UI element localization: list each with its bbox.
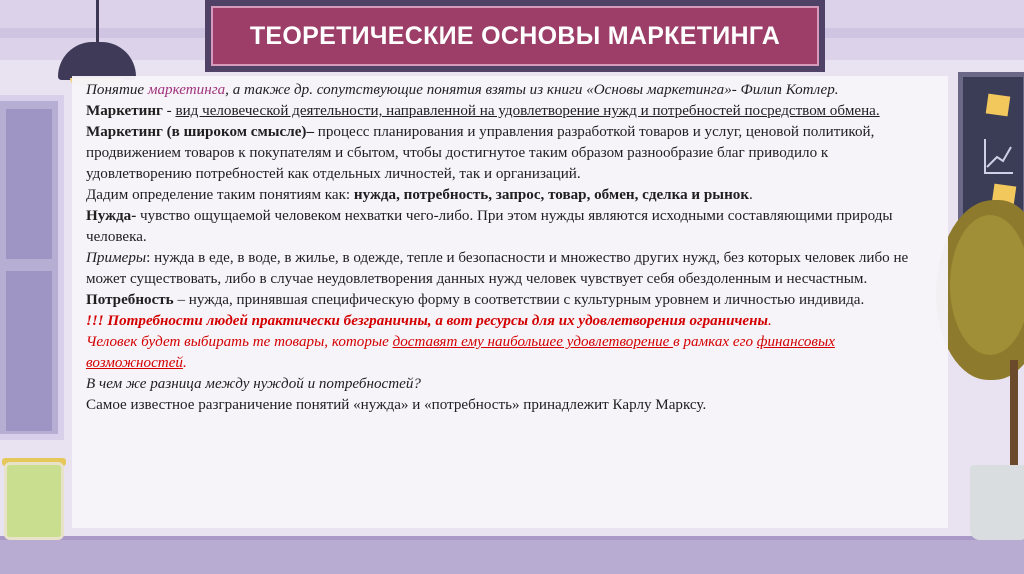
text-fragment: .	[182, 355, 187, 371]
paragraph-terms-list	[86, 185, 932, 206]
content-text	[86, 80, 932, 416]
text-fragment: -	[162, 103, 176, 119]
term-want: Потребность	[86, 292, 174, 308]
text-fragment: Дадим определение таким понятиям как:	[86, 187, 354, 203]
examples-text: : нужда в еде, в воде, в жилье, в одежде, тепле и безопасности и множество других нужд, без которых человек либо не может существовать, либо в случае неудовлетворения данных нужд человек чувствует себя обездоленным и несчастным.	[86, 250, 909, 287]
term-marketing-broad: Маркетинг (в широком смысле)	[86, 124, 307, 140]
underlined-financial: финансовых возможностей	[86, 334, 835, 371]
jar-icon	[4, 462, 64, 540]
paragraph-marketing-broad	[86, 122, 932, 185]
text-fragment: .	[767, 313, 772, 329]
paragraph-want	[86, 290, 932, 311]
paragraph-warning	[86, 311, 932, 332]
sticky-note-icon	[986, 94, 1011, 117]
paragraph-choice	[86, 332, 932, 374]
term-need: Нужда-	[86, 208, 137, 224]
paragraph-marketing-def	[86, 101, 932, 122]
plant-pot-icon	[970, 465, 1024, 540]
highlight-marketing: маркетинга	[147, 82, 226, 98]
examples-label: Примеры	[86, 250, 147, 266]
paragraph-examples	[86, 248, 932, 290]
paragraph-marx: Самое известное разграничение понятий «нужда» и «потребность» принадлежит Карлу Марксу.	[86, 397, 707, 413]
title-banner	[205, 0, 825, 72]
tree-trunk	[1010, 360, 1018, 480]
paragraph-source	[86, 80, 932, 101]
floor	[0, 540, 1024, 574]
text-fragment: –	[306, 124, 318, 140]
tree-highlight	[950, 215, 1024, 355]
definition-want: – нужда, принявшая специфическую форму в соответствии с культурным уровнем и личностью индивида.	[173, 292, 865, 308]
graph-sketch-icon	[981, 137, 1015, 177]
definition-marketing: вид человеческой деятельности, направленной на удовлетворение нужд и потребностей посредством обмена.	[175, 103, 880, 119]
text-fragment: Понятие	[86, 82, 148, 98]
text-fragment: в рамках его	[673, 334, 757, 350]
definition-marketing-broad: процесс планирования и управления разработкой товаров и услуг, ценовой политикой, продвижением товаров к покупателям и сбытом, чтобы достигнутое таким образом разнообразие благ приводило к удовлетворению потребностей как отдельных личностей, так и организаций.	[86, 124, 875, 182]
title-inner	[211, 6, 819, 66]
term-marketing: Маркетинг	[86, 103, 163, 119]
content-panel	[72, 76, 948, 528]
lamp-cord	[96, 0, 99, 44]
text-fragment: .	[749, 187, 753, 203]
text-fragment: Человек будет выбирать те товары, которые	[86, 334, 393, 350]
paragraph-question: В чем же разница между нуждой и потребностей?	[86, 376, 421, 392]
underlined-satisfaction: доставят ему наибольшее удовлетворение	[392, 334, 674, 350]
text-fragment: , а также др. сопутствующие понятия взяты из книги «Основы маркетинга»- Филип Котлер.	[225, 82, 839, 98]
page-title: ТЕОРЕТИЧЕСКИЕ ОСНОВЫ МАРКЕТИНГА	[249, 21, 781, 50]
terms-list: нужда, потребность, запрос, товар, обмен, сделка и рынок	[353, 187, 750, 203]
warning-text: !!! Потребности людей практически безграничны, а вот ресурсы для их удовлетворения ограничены	[86, 313, 768, 329]
window-pane-upper	[6, 109, 52, 259]
definition-need: чувство ощущаемой человеком нехватки чего-либо. При этом нужды являются исходными составляющими природы человека.	[86, 208, 893, 245]
window-illustration	[0, 95, 64, 440]
paragraph-need	[86, 206, 932, 248]
window-pane-lower	[6, 271, 52, 431]
